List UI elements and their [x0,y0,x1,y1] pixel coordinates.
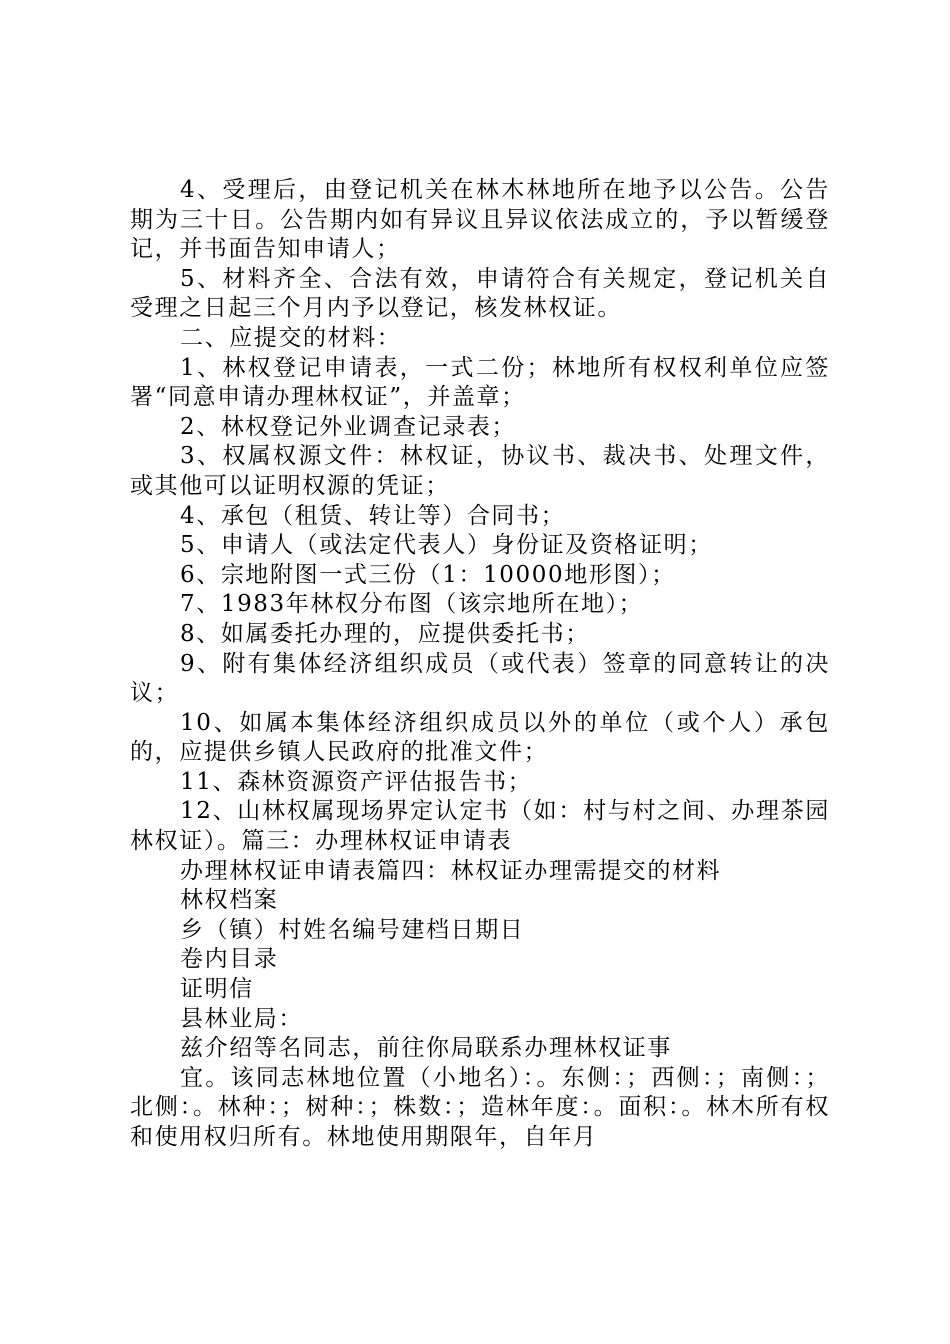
paragraph-2: 5、材料齐全、合法有效，申请符合有关规定，登记机关自受理之日起三个月内予以登记，核发林权证。 [130,265,830,322]
list-item: 9、附有集体经济组织成员（或代表）签章的同意转让的决议； [130,650,830,707]
list-item: 3、权属权源文件：林权证，协议书、裁决书、处理文件，或其他可以证明权源的凭证； [130,443,830,499]
list-item: 1、林权登记申请表，一式二份；林地所有权权利单位应签署“同意申请办理林权证”，并盖章； [130,354,830,411]
paragraph-line: 乡（镇）村姓名编号建档日期日 [180,916,525,943]
document-body [130,176,830,1153]
list-item: 8、如属委托办理的，应提供委托书； [180,620,590,647]
list-item: 2、林权登记外业调查记录表； [180,413,517,440]
paragraph-line: 县林业局： [180,1005,303,1032]
paragraph-line: 卷内目录 [180,946,279,973]
list-item: 6、宗地附图一式三份（1：10000地形图）； [180,561,676,588]
paragraph-line: 兹介绍等名同志，前往你局联系办理林权证事 [180,1035,672,1062]
list-item: 12、山林权属现场界定认定书（如：村与村之间、办理茶园林权证）。篇三：办理林权证申请表 [130,798,830,855]
paragraph-line: 证明信 [180,976,254,1003]
section-heading: 二、应提交的材料： [180,324,402,351]
list-item: 5、申请人（或法定代表人）身份证及资格证明； [180,532,713,559]
paragraph-line: 宜。该同志林地位置（小地名）：。东侧：；西侧：；南侧：；北侧：。林种：；树种：；株数：；造林年度：。面积：。林木所有权和使用权归所有。林地使用期限年，自年月 [130,1064,830,1150]
paragraph-line: 办理林权证申请表篇四：林权证办理需提交的材料 [180,857,722,884]
list-item: 10、如属本集体经济组织成员以外的单位（或个人）承包的，应提供乡镇人民政府的批准文件； [130,709,830,766]
paragraph-line: 林权档案 [180,887,279,914]
list-item: 7、1983年林权分布图（该宗地所在地）； [180,591,644,618]
list-item: 11、森林资源资产评估报告书； [180,768,533,795]
list-item: 4、承包（租赁、转让等）合同书； [180,502,566,529]
paragraph-1: 4、受理后，由登记机关在林木林地所在地予以公告。公告期为三十日。公告期内如有异议且异议依法成立的，予以暂缓登记，并书面告知申请人； [130,177,830,263]
